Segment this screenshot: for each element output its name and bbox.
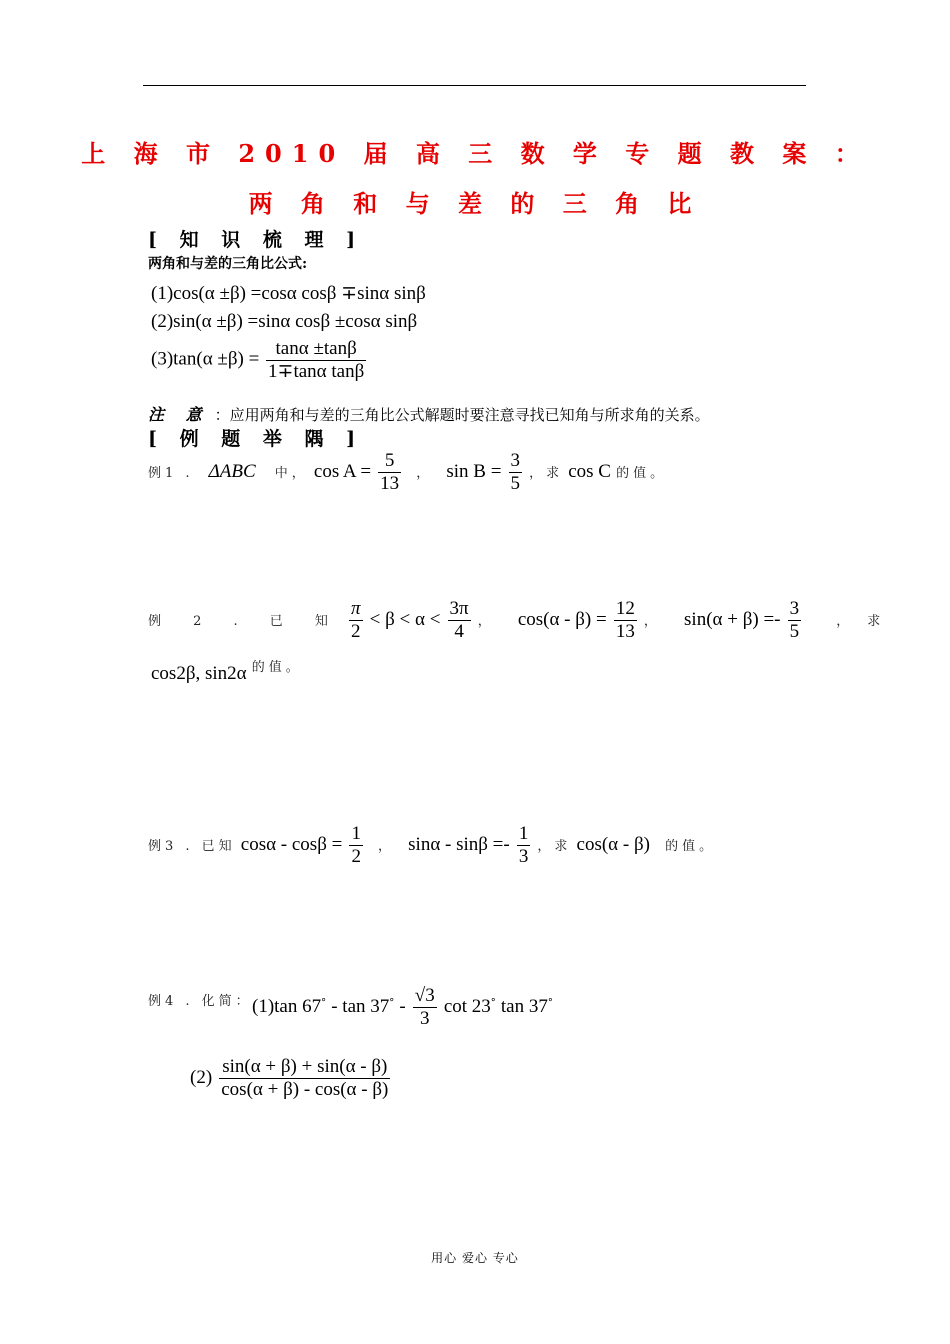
example-1-sinB: sin B = bbox=[446, 460, 502, 482]
example-4-sqrt3-fraction bbox=[413, 985, 437, 1030]
example-1-triangle: ΔABC bbox=[208, 460, 256, 482]
fraction-denominator: 3 bbox=[420, 1007, 430, 1029]
fraction-denominator: cos(α + β) - cos(α - β) bbox=[221, 1078, 389, 1100]
example-3-eq2: sinα - sinβ =- bbox=[408, 833, 510, 855]
formula-cos: (1)cos(α ±β) =cosα cosβ ∓sinα sinβ bbox=[151, 283, 426, 304]
note-label: 注 意 bbox=[148, 405, 210, 424]
fraction-numerator: 3π bbox=[449, 598, 469, 619]
example-1-cosA-fraction bbox=[378, 450, 401, 495]
example-2-comma: ， bbox=[643, 613, 661, 629]
example-1 bbox=[148, 450, 667, 495]
formula-tan-lhs: (3)tan(α ±β) = bbox=[151, 348, 260, 370]
example-3 bbox=[148, 823, 716, 868]
degree-mark: ° bbox=[547, 997, 553, 1009]
degree-mark: ° bbox=[490, 997, 496, 1009]
example-2-cos: cos(α - β) = bbox=[517, 608, 607, 630]
formula-tan bbox=[151, 338, 368, 383]
fraction-denominator: 5 bbox=[789, 620, 800, 642]
fraction-denominator: 2 bbox=[351, 845, 361, 867]
example-4-p2-fraction bbox=[219, 1056, 390, 1101]
formula-tan-numerator: tanα ±tanβ bbox=[266, 338, 366, 361]
fraction-numerator: 5 bbox=[378, 450, 401, 473]
fraction-denominator: 13 bbox=[615, 620, 635, 642]
example-4-p1-a: (1)tan 67 bbox=[252, 995, 322, 1017]
example-2-tail: 的值。 bbox=[251, 660, 303, 675]
fraction-denominator: 3 bbox=[518, 845, 529, 867]
example-1-cosA: cos A = bbox=[313, 460, 372, 482]
section-heading-examples: [ 例 题 举 隅 ] bbox=[148, 428, 364, 450]
fraction-numerator: sin(α + β) + sin(α - β) bbox=[219, 1056, 390, 1079]
example-3-label: 例3 . 已知 bbox=[148, 838, 236, 854]
example-4-part-1 bbox=[252, 985, 553, 1030]
example-3-eq1: cosα - cosβ = bbox=[240, 833, 343, 855]
header-rule bbox=[143, 85, 806, 86]
example-2-line2 bbox=[151, 656, 303, 685]
example-4-p1-b: - tan 37 bbox=[331, 995, 390, 1017]
example-2-sin-fraction bbox=[788, 598, 802, 643]
note-text: ：应用两角和与差的三角比公式解题时要注意寻找已知角与所求角的关系。 bbox=[214, 406, 710, 424]
example-2-target: cos2β, sin2α bbox=[151, 663, 247, 684]
example-1-sep: ， bbox=[416, 465, 434, 481]
example-4-p2-lhs: (2) bbox=[190, 1066, 213, 1088]
fraction-denominator: 13 bbox=[380, 472, 400, 494]
formula-subheading: 两角和与差的三角比公式: bbox=[148, 256, 308, 272]
example-3-eq1-fraction bbox=[349, 823, 363, 868]
formula-tan-denominator: 1∓tanα tanβ bbox=[268, 360, 365, 382]
section-heading-knowledge: [ 知 识 梳 理 ] bbox=[148, 229, 364, 251]
page-title: 上 海 市 2010 届 高 三 数 学 专 题 教 案 ： bbox=[81, 139, 869, 168]
example-1-sinB-fraction bbox=[509, 450, 523, 495]
example-3-ask: ，求 bbox=[537, 838, 572, 854]
example-3-sep: ， bbox=[378, 838, 396, 854]
example-2-inequality: < β < α < bbox=[369, 608, 441, 630]
fraction-numerator: 1 bbox=[518, 823, 529, 844]
page-subtitle: 两 角 和 与 差 的 三 角 比 bbox=[248, 189, 702, 218]
fraction-denominator: 2 bbox=[351, 620, 361, 642]
example-3-target: cos(α - β) bbox=[576, 833, 650, 855]
degree-mark: ° bbox=[389, 997, 395, 1009]
example-1-label: 例1 . bbox=[148, 465, 194, 481]
example-1-target: cos C bbox=[568, 460, 611, 482]
example-1-mid: 中， bbox=[274, 465, 309, 481]
fraction-denominator: 5 bbox=[510, 472, 521, 494]
example-4-p1-c: - bbox=[399, 995, 406, 1017]
example-2-ask: ，求 bbox=[836, 613, 899, 629]
note bbox=[148, 402, 710, 425]
example-2-pi-fraction bbox=[349, 598, 363, 643]
example-2-label: 例 2 . 已 知 bbox=[148, 613, 342, 629]
example-4-label: 例4 . 化简： bbox=[148, 994, 253, 1009]
degree-mark: ° bbox=[321, 997, 327, 1009]
fraction-numerator: 1 bbox=[351, 823, 361, 844]
fraction-numerator: π bbox=[351, 598, 361, 619]
formula-sin: (2)sin(α ±β) =sinα cosβ ±cosα sinβ bbox=[151, 311, 418, 332]
example-3-eq2-fraction bbox=[517, 823, 531, 868]
example-2-3pi-fraction bbox=[448, 598, 471, 643]
example-1-ask: ，求 bbox=[529, 465, 564, 481]
example-4-part-2 bbox=[190, 1056, 392, 1101]
fraction-numerator: 3 bbox=[789, 598, 800, 619]
example-3-tail: 的值。 bbox=[665, 838, 717, 854]
fraction-denominator: 4 bbox=[454, 620, 464, 642]
page-footer: 用心 爱心 专心 bbox=[431, 1251, 519, 1265]
fraction-numerator: 12 bbox=[615, 598, 635, 619]
example-2-sin: sin(α + β) =- bbox=[684, 608, 781, 630]
example-1-tail: 的值。 bbox=[616, 465, 668, 481]
fraction-numerator: 3 bbox=[510, 450, 521, 471]
formula-tan-fraction bbox=[266, 338, 366, 383]
example-2-cos-fraction bbox=[614, 598, 637, 643]
example-2-comma: ， bbox=[477, 613, 495, 629]
example-4-p1-d: cot 23 bbox=[443, 995, 491, 1017]
example-2 bbox=[148, 598, 898, 643]
example-4-p1-e: tan 37 bbox=[500, 995, 548, 1017]
fraction-numerator: √3 bbox=[414, 985, 435, 1006]
